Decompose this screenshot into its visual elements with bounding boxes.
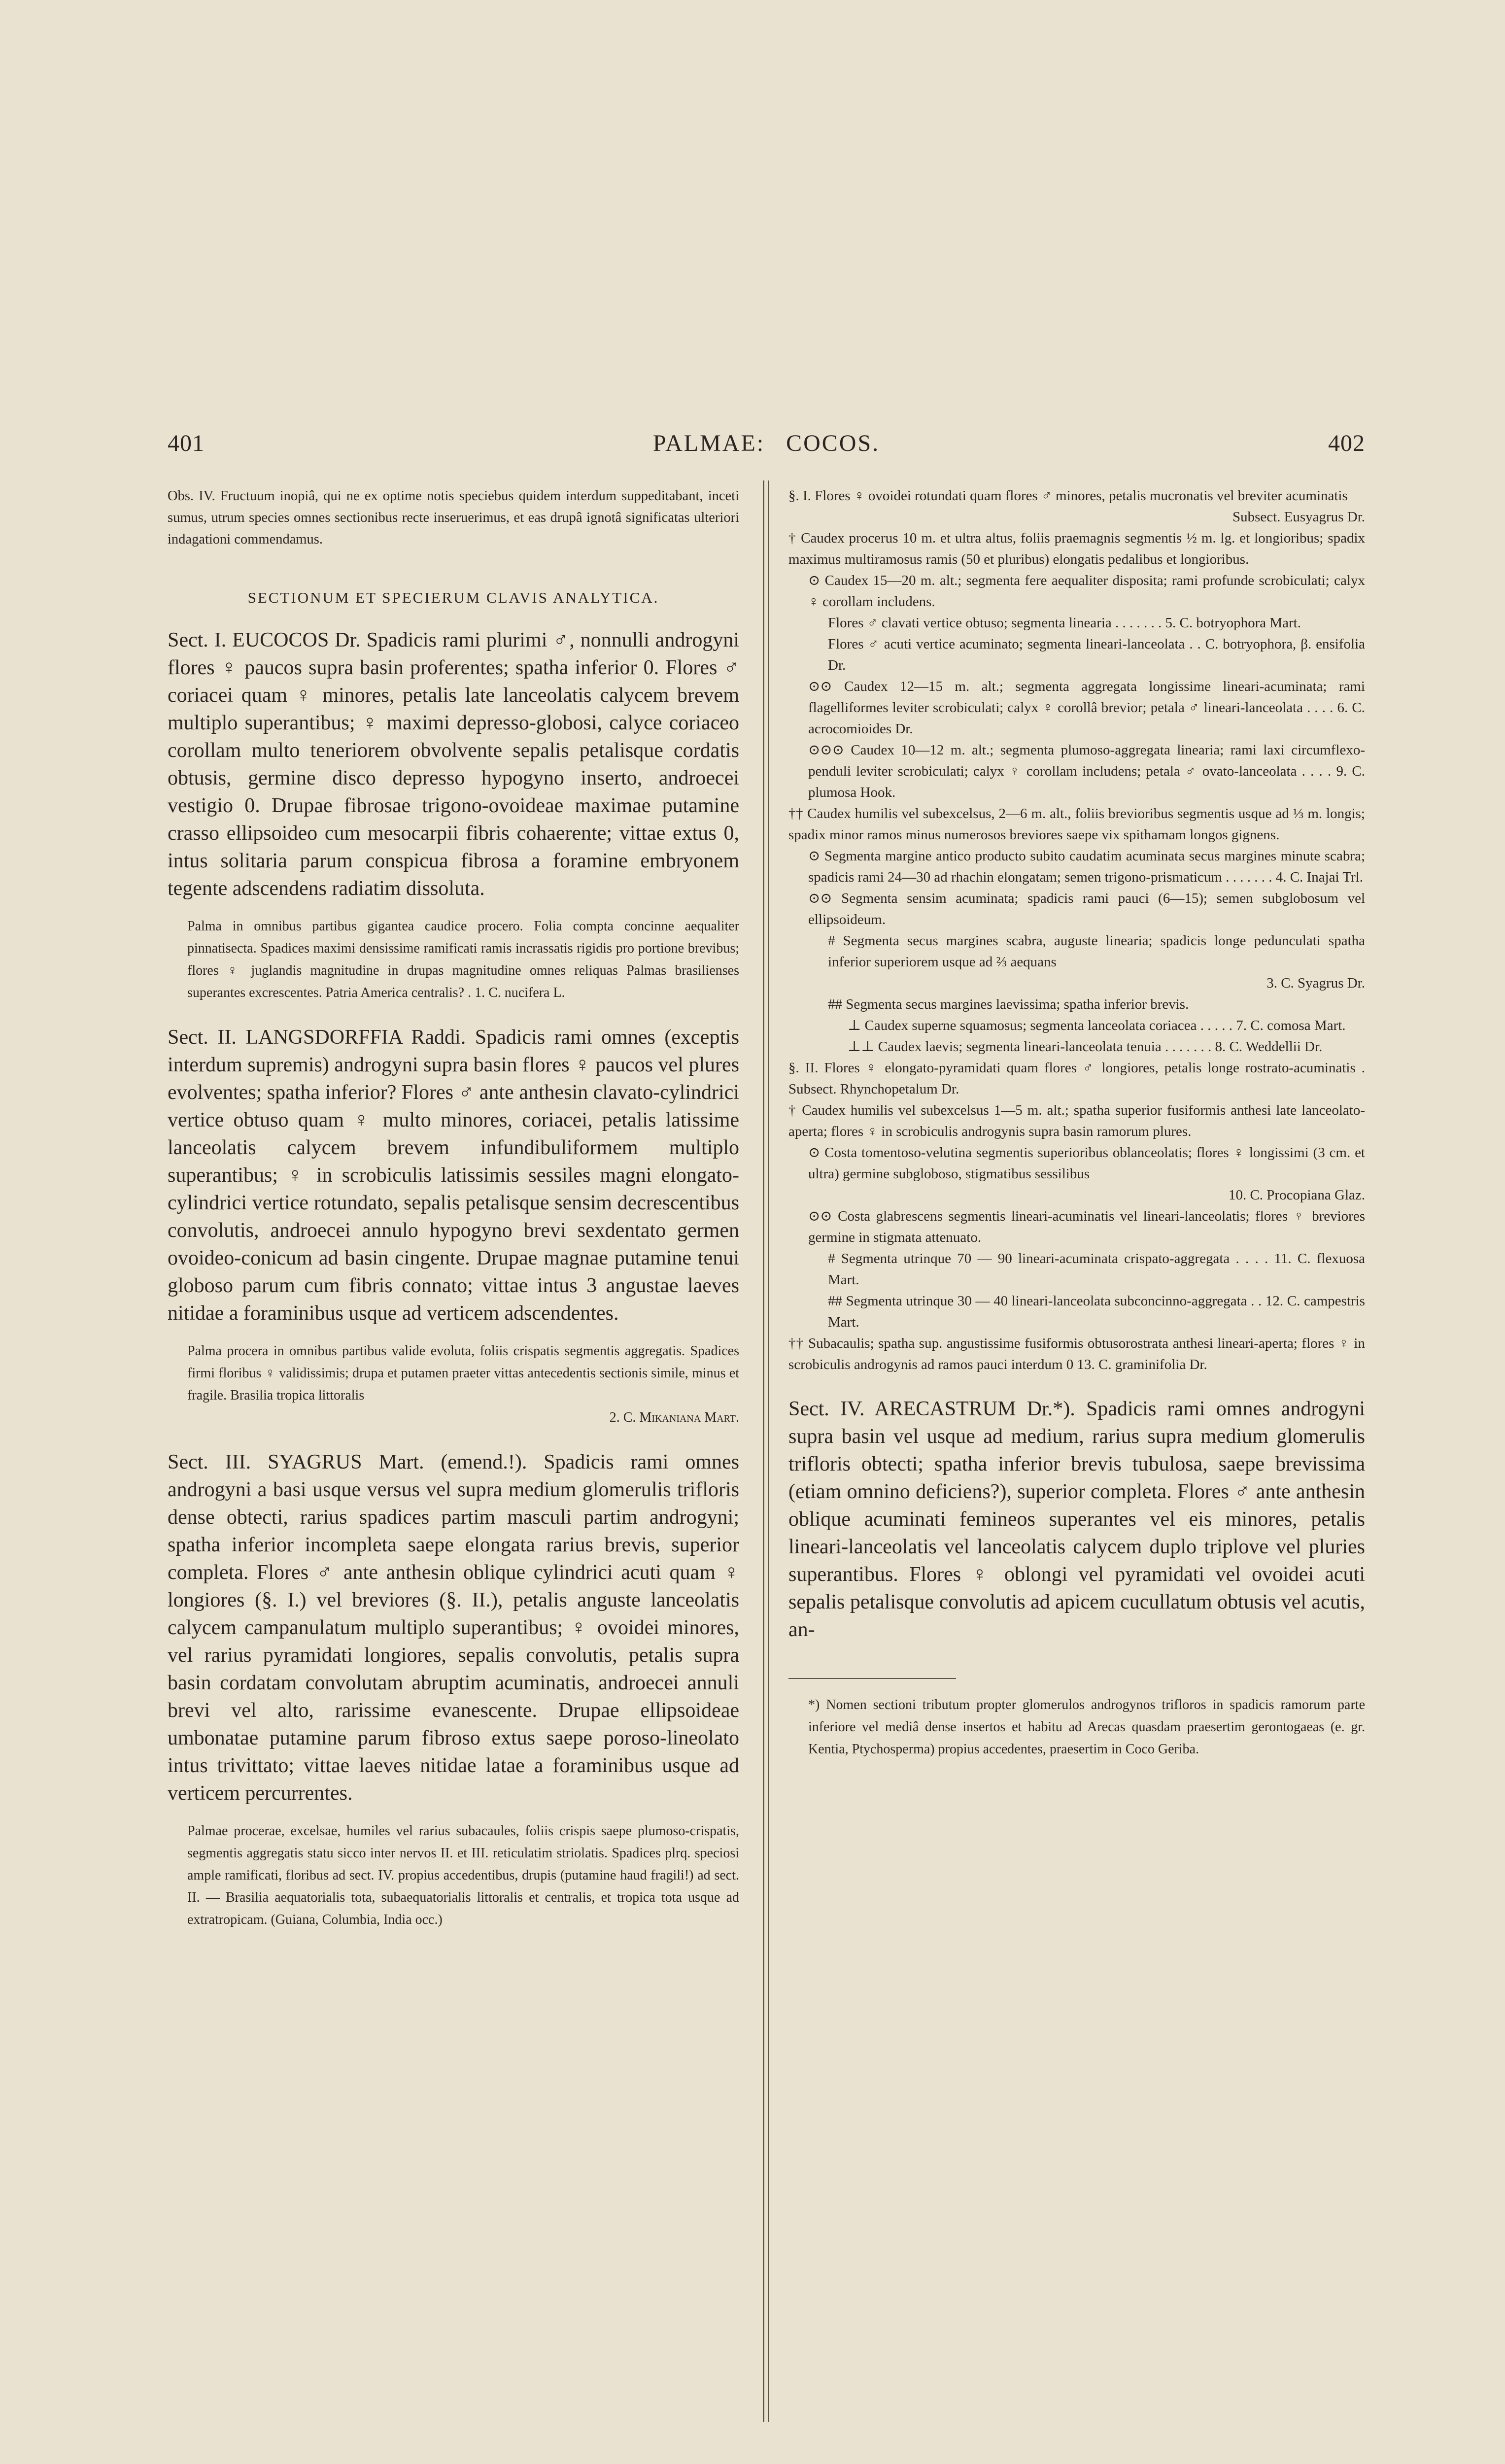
running-title-left: PALMAE:: [652, 430, 765, 456]
key-entry: ⊙ Costa tomentoso-velutina segmentis superioribus oblanceolatis; flores ♀ longissimi (3 cm. et ultra) germine subgloboso, stigmatibus sessilibus: [808, 1145, 1365, 1182]
key-entry: §. II. Flores ♀ elongato-pyramidati quam flores ♂ longiores, petalis longe rostrato-acuminatis . Subsect. Rhynchopetalum Dr.: [788, 1060, 1365, 1097]
key-entry: ⊙⊙⊙ Caudex 10—12 m. alt.; segmenta plumoso-aggregata linearia; rami laxi circumflexo-penduli leviter scrobiculati; calyx ♀ corollam includens; petala ♂ ovato-lanceolata . . . . 9. C. plumosa Hook.: [808, 742, 1365, 800]
section-1-paragraph: Sect. I. EUCOCOS Dr. Spadicis rami plurimi ♂, nonnulli androgyni flores ♀ paucos supra basin proferentes; spatha inferior 0. Flores ♂ coriacei quam ♀ minores, petalis late lanceolatis calycem brevem multiplo superantibus; ♀ maximi depresso-globosi, calyce coriaceo corollam multo teneriorem obvolvente sepalis petalisque cordatis obtusis, germine disco depresso hypogyno inserto, androecei vestigio 0. Drupae fibrosae trigono-ovoideae maximae putamine crasso ellipsoideo cum mesocarpii fibris cohaerente; vittae extus 0, intus solitaria parum conspicua fibrosa a foramine embryonem tegente adscendens radiatim dissoluta.: [168, 629, 739, 900]
key-entry: 10. C. Procopiana Glaz.: [1228, 1187, 1365, 1203]
section-heading: SECTIONUM ET SPECIERUM CLAVIS ANALYTICA.: [247, 589, 659, 606]
key-entry: ⊙ Segmenta margine antico producto subito caudatim acuminata secus margines minute scabra; spadicis rami 24—30 ad rhachin elongatam; semen trigono-prismaticum . . . . . . . 4. C. Inajai Trl.: [808, 848, 1365, 885]
key-entry: †† Subacaulis; spatha sup. angustissime fusiformis obtusorostrata anthesi lineari-aperta; flores ♀ in scrobiculis androgynis ad ramos pauci interdum 0 13. C. graminifolia Dr.: [788, 1335, 1365, 1372]
section-2-paragraph: Sect. II. LANGSDORFFIA Raddi. Spadicis rami omnes (exceptis interdum supremis) androgyni supra basin flores ♀ paucos vel plures evolventes; spatha inferior? Flores ♂ ante anthesin clavato-cylindrici vertice obtuso quam ♀ multo minores, coriacei, petalis latissime lanceolatis calycem brevem infundibuliformem multiplo superantibus; ♀ in scrobiculis latissimis sessiles magni elongato-cylindrici vertice rotundato, sepalis petalisque sensim decrescentibus convolutis, androecei annulo hypogyno brevi sexdentato germen ovoideo-conicum ad basin cingente. Drupae magnae putamine tenui globoso parum cum fibris connato; vittae intus 3 angustae laeves nitidae a foraminibus usque ad verticem adscendentes.: [168, 1026, 739, 1325]
running-title-right: COCOS.: [786, 430, 880, 456]
section-1-note: Palma in omnibus partibus gigantea caudice procero. Folia compta concinne aequaliter pinnatisecta. Spadices maximi densissime ramificati ramis incrassatis rigidis pro portione brevibus; flores ♀ juglandis magnitudine in drupas magnitudine omnes reliquas Palmas brasilienses superantes excrescentes. Patria America centralis? . 1. C. nucifera L.: [187, 919, 739, 1000]
key-entry: # Segmenta utrinque 70 — 90 lineari-acuminata crispato-aggregata . . . . 11. C. flexuosa Mart.: [828, 1251, 1365, 1288]
observation-paragraph: Obs. IV. Fructuum inopiâ, qui ne ex optime notis speciebus quidem interdum suppeditabant, inceti sumus, utrum species omnes sectionibus recte inseruerimus, et eas drupâ ignotâ significatas ulteriori indagationi commendamus.: [168, 488, 739, 547]
key-entry: †† Caudex humilis vel subexcelsus, 2—6 m. alt., foliis brevioribus segmentis usque ad ⅓ m. longis; spadix minor ramos minus numerosos breviores saepe vix spithamam longos gignens.: [788, 806, 1365, 843]
section-2-species: 2. C. Mikaniana Mart.: [609, 1410, 739, 1425]
key-entry: Flores ♂ clavati vertice obtuso; segmenta linearia . . . . . . . 5. C. botryophora Mart.: [828, 615, 1301, 631]
key-entry: Flores ♂ acuti vertice acuminato; segmenta lineari-lanceolata . . C. botryophora, β. ensifolia Dr.: [828, 636, 1365, 673]
key-entry: ⊙ Caudex 15—20 m. alt.; segmenta fere aequaliter disposita; rami profunde scrobiculati; calyx ♀ corollam includens.: [808, 573, 1365, 610]
key-entry: ⊙⊙ Segmenta sensim acuminata; spadicis rami pauci (6—15); semen subglobosum vel ellipsoideum.: [808, 890, 1365, 927]
key-entry: Subsect. Eusyagrus Dr.: [1232, 509, 1365, 525]
left-column: [168, 485, 739, 1931]
section-3-paragraph: Sect. III. SYAGRUS Mart. (emend.!). Spadicis rami omnes androgyni a basi usque versus vel supra medium glomerulis trifloris dense obtecti, rarius spadices partim masculi partim androgyni; spatha inferior incompleta saepe elongata rarius brevis, superior completa. Flores ♂ ante anthesin oblique cylindrici acuti quam ♀ longiores (§. I.) vel breviores (§. II.), petalis anguste lanceolatis calycem campanulatum multiplo superantibus; ♀ ovoidei minores, vel rarius pyramidati longiores, sepalis convolutis, petalis supra basin cordatam convolutam abruptim acuminatis, androecei annuli brevi vel alto, rarissime evanescente. Drupae ellipsoideae umbonatae putamine parum fibroso extus saepe poroso-lineolato intus trivittato; vittae laeves nitidae latae a foraminibus usque ad verticem percurrentes.: [168, 1451, 739, 1805]
key-entry: # Segmenta secus margines scabra, auguste linearia; spadicis longe pedunculati spatha inferior superiorem usque ad ⅔ aequans: [828, 933, 1365, 970]
footnote-rule: [788, 1678, 956, 1679]
key-entry: ⊙⊙ Costa glabrescens segmentis lineari-acuminatis vel lineari-lanceolatis; flores ♀ breviores germine in stigmata attenuato.: [808, 1208, 1365, 1245]
species-key: [788, 485, 1365, 1375]
column-rule-inner: [768, 480, 769, 2422]
column-rule: [763, 480, 764, 2422]
key-entry: ## Segmenta secus margines laevissima; spatha inferior brevis.: [828, 996, 1189, 1012]
footnote: *) Nomen sectioni tributum propter glomerulos androgynos trifloros in spadicis ramorum parte inferiore vel mediâ dense insertos et habitu ad Arecas quasdam praesertim gerontogaeas (e. gr. Kentia, Ptychosperma) propius accedentes, praesertim in Coco Geriba.: [808, 1697, 1365, 1757]
section-3-note: Palmae procerae, excelsae, humiles vel rarius subacaules, foliis crispis saepe plumoso-crispatis, segmentis aggregatis statu sicco inter nervos II. et III. reticulatim striolatis. Spadices plrq. speciosi ample ramificati, floribus ad sect. IV. propius accedentibus, drupis (putamine haud fragili!) ad sect. II. — Brasilia aequatorialis tota, subaequatorialis littoralis et centralis, et tropica tota usque ad extratropicam. (Guiana, Columbia, India occ.): [187, 1823, 739, 1927]
key-entry: §. I. Flores ♀ ovoidei rotundati quam flores ♂ minores, petalis mucronatis vel breviter acuminatis: [788, 488, 1348, 504]
key-entry: † Caudex procerus 10 m. et ultra altus, foliis praemagnis segmentis ½ m. lg. et longioribus; spadix maximus multiramosus ramis (50 et pluribus) elongatis pedalibus et longioribus.: [788, 530, 1365, 567]
key-entry: † Caudex humilis vel subexcelsus 1—5 m. alt.; spatha superior fusiformis anthesi late lanceolato-aperta; flores ♀ in scrobiculis androgynis supra basin ramorum plures.: [788, 1102, 1365, 1139]
key-entry: ⊥⊥ Caudex laevis; segmenta lineari-lanceolata tenuia . . . . . . . 8. C. Weddellii Dr.: [848, 1039, 1323, 1055]
running-title: [168, 430, 1365, 457]
page-number-left: 401: [168, 430, 205, 456]
right-column: [788, 485, 1365, 1760]
key-entry: 3. C. Syagrus Dr.: [1266, 975, 1365, 991]
key-entry: ⊥ Caudex superne squamosus; segmenta lanceolata coriacea . . . . . 7. C. comosa Mart.: [848, 1018, 1346, 1033]
key-entry: ## Segmenta utrinque 30 — 40 lineari-lanceolata subconcinno-aggregata . . 12. C. campestris Mart.: [828, 1293, 1365, 1330]
section-4-paragraph: Sect. IV. ARECASTRUM Dr.*). Spadicis rami omnes androgyni supra basin vel usque ad medium, rarius supra medium glomerulis trifloris obtecti; spatha inferior brevis tubulosa, saepe brevissima (etiam omnino deficiens?), superior completa. Flores ♂ ante anthesin oblique acuminati femineos superantes vel eis minores, petalis lineari-lanceolatis vel lanceolatis calycem duplo triplove vel pluries superantibus. Flores ♀ oblongi vel pyramidati vel ovoidei acuti sepalis petalisque convolutis ad apicem cucullatum obtusis vel acutis, an-: [788, 1398, 1365, 1641]
key-entry: ⊙⊙ Caudex 12—15 m. alt.; segmenta aggregata longissime lineari-acuminata; rami flagelliformes leviter scrobiculati; calyx ♀ corollâ brevior; petala ♂ lineari-lanceolata . . . . 6. C. acrocomioides Dr.: [808, 679, 1365, 737]
section-2-note: Palma procera in omnibus partibus valide evoluta, foliis crispatis segmentis aggregatis. Spadices firmi floribus ♀ validissimis; drupa et putamen praeter vittas antecedentis sectionis simile, minus et fragile. Brasilia tropica littoralis: [187, 1343, 739, 1403]
page-number-right: 402: [1328, 430, 1365, 456]
